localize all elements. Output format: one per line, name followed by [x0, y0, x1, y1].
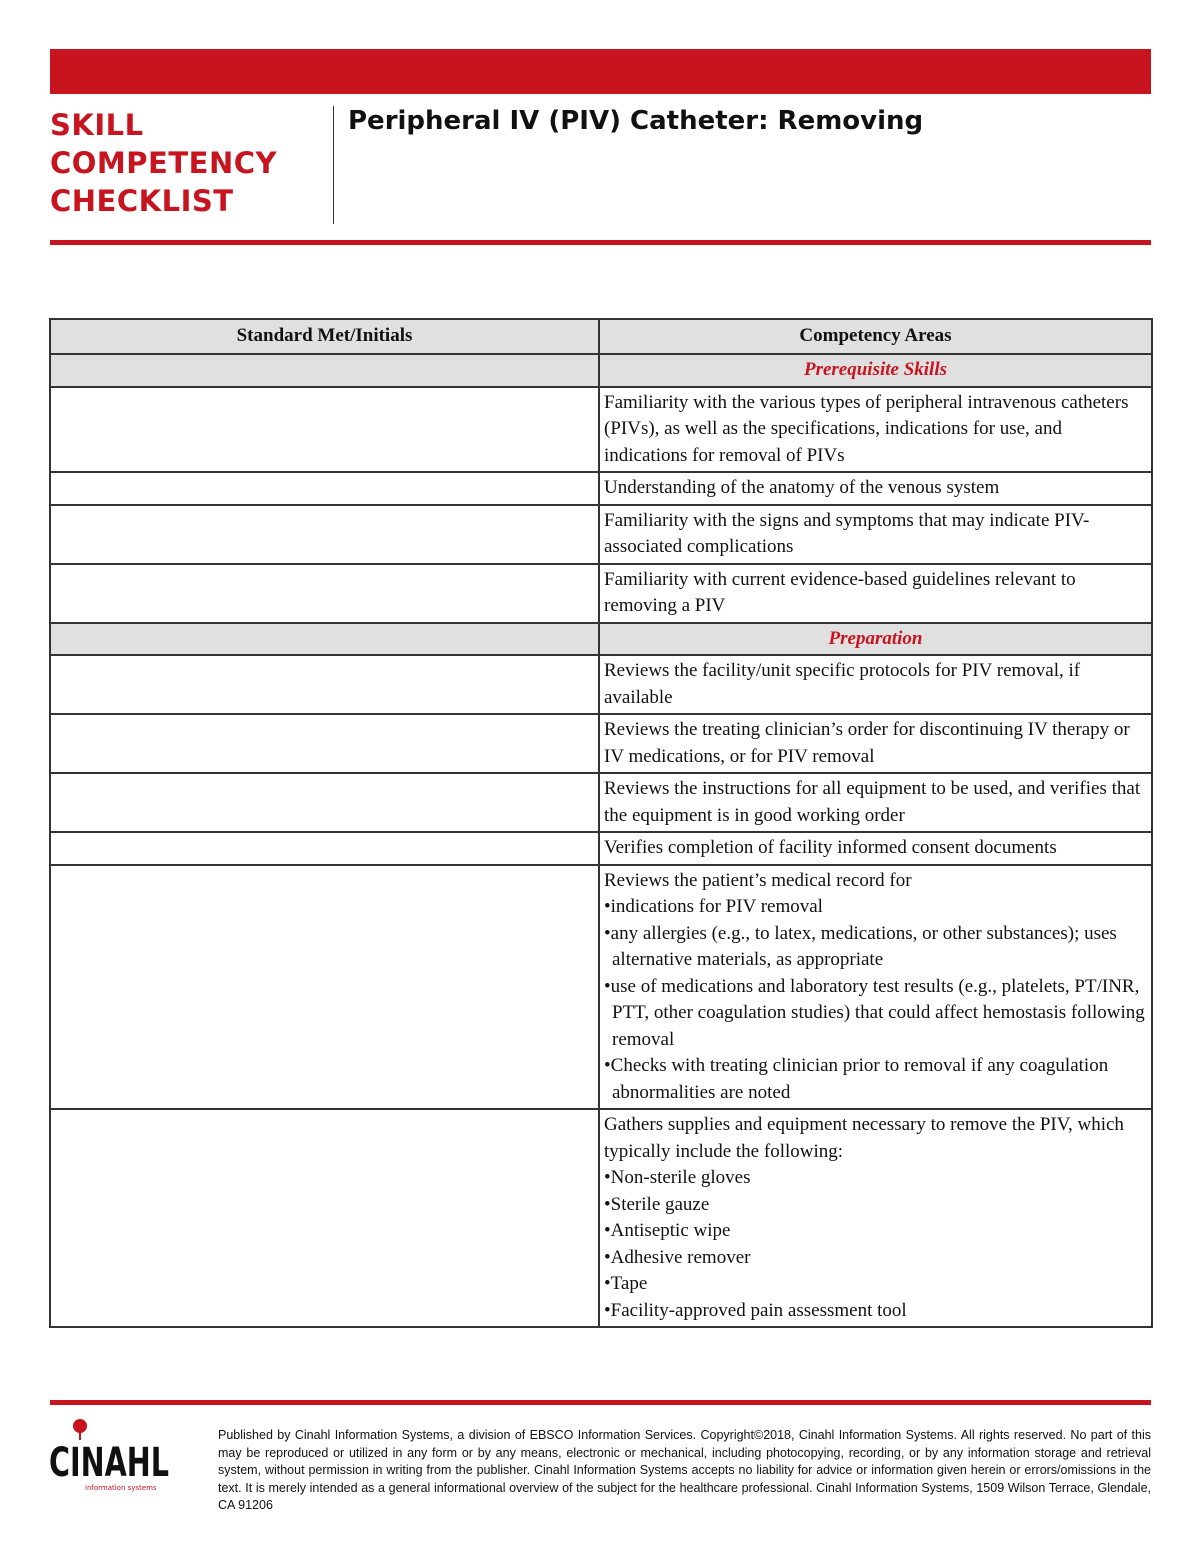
brand-heading — [50, 106, 277, 220]
table-row — [50, 714, 1152, 773]
footer-copyright: Published by Cinahl Information Systems, a division of EBSCO Information Services. Copyright©2018, Cinahl Information Systems. All rights reserved. No part of this may be reproduced or utilized in any form or by any means, electronic or mechanical, including photocopying, recording, or by any information storage and retrieval system, without permission in writing from the publisher. Cinahl Information Systems accepts no liability for advice or information given herein or errors/omissions in the text. It is merely intended as a general informational overview of the subject for the healthcare professional. Cinahl Information Systems, 1509 Wilson Terrace, Glendale, CA 91206 — [218, 1428, 1151, 1513]
header-rule — [50, 240, 1151, 245]
bullet-item: •use of medications and laboratory test results (e.g., platelets, PT/INR, PTT, other coagulation studies) that could affect hemostasis following removal — [604, 975, 1145, 1050]
table-row — [50, 472, 1152, 505]
col-header-competency-areas: Competency Areas — [599, 319, 1152, 354]
standard-met-cell[interactable] — [50, 865, 599, 1110]
competency-cell — [599, 773, 1152, 832]
competency-text: Reviews the patient’s medical record for — [604, 869, 912, 891]
bullet-item: •Tape — [604, 1273, 648, 1294]
bullet-item: •Sterile gauze — [604, 1193, 710, 1215]
logo-pin-dot — [73, 1419, 87, 1433]
competency-cell — [599, 505, 1152, 564]
standard-met-cell[interactable] — [50, 714, 599, 773]
section-row-prerequisite-skills — [50, 354, 1152, 387]
competency-cell — [599, 1109, 1152, 1327]
competency-cell — [599, 472, 1152, 505]
standard-met-cell[interactable] — [50, 387, 599, 473]
header-divider — [333, 106, 334, 224]
bullet-item: •Antiseptic wipe — [604, 1220, 731, 1241]
section-spacer — [50, 623, 599, 656]
standard-met-cell[interactable] — [50, 472, 599, 505]
page-title: Peripheral IV (PIV) Catheter: Removing — [348, 106, 924, 136]
competency-text: Reviews the facility/unit specific protocols for PIV removal, if available — [604, 660, 1081, 708]
standard-met-cell[interactable] — [50, 832, 599, 865]
competency-text: Familiarity with current evidence-based guidelines relevant to removing a PIV — [604, 568, 1076, 616]
competency-table — [49, 318, 1153, 1328]
table-row — [50, 564, 1152, 623]
standard-met-cell[interactable] — [50, 564, 599, 623]
table-row — [50, 832, 1152, 865]
cinahl-logo — [49, 1418, 177, 1498]
table-row — [50, 387, 1152, 473]
standard-met-cell[interactable] — [50, 1109, 599, 1327]
table-header-row — [50, 319, 1152, 354]
standard-met-cell[interactable] — [50, 505, 599, 564]
competency-text: Familiarity with the signs and symptoms that may indicate PIV-associated complications — [604, 509, 1090, 557]
competency-text: Understanding of the anatomy of the venous system — [604, 477, 1000, 498]
competency-cell — [599, 564, 1152, 623]
standard-met-cell[interactable] — [50, 773, 599, 832]
competency-text: Familiarity with the various types of peripheral intravenous catheters (PIVs), as well as the specifications, indications for use, and indications for removal of PIVs — [604, 391, 1129, 466]
competency-text: Gathers supplies and equipment necessary to remove the PIV, which typically include the following: — [604, 1114, 1124, 1162]
bullet-item: •any allergies (e.g., to latex, medications, or other substances); uses alternative materials, as appropriate — [604, 922, 1117, 970]
brand-line-3: CHECKLIST — [50, 184, 234, 218]
logo-tagline: information systems — [85, 1484, 157, 1492]
section-spacer — [50, 354, 599, 387]
competency-text: Reviews the instructions for all equipment to be used, and verifies that the equipment is in good working order — [604, 778, 1141, 826]
standard-met-cell[interactable] — [50, 655, 599, 714]
table-row — [50, 505, 1152, 564]
top-accent-bar — [50, 49, 1151, 94]
competency-text: Verifies completion of facility informed consent documents — [604, 837, 1057, 858]
competency-cell — [599, 714, 1152, 773]
brand-line-1: SKILL — [50, 108, 144, 142]
competency-cell — [599, 655, 1152, 714]
section-title-preparation: Preparation — [599, 623, 1152, 656]
bullet-item: •Non-sterile gloves — [604, 1167, 751, 1188]
bullet-item: •Adhesive remover — [604, 1246, 751, 1268]
competency-cell — [599, 387, 1152, 473]
col-header-standard-met: Standard Met/Initials — [50, 319, 599, 354]
table-row — [50, 1109, 1152, 1327]
competency-cell — [599, 832, 1152, 865]
bullet-item: •Facility-approved pain assessment tool — [604, 1299, 907, 1321]
logo-wordmark: CINAHL — [49, 1440, 169, 1486]
competency-cell — [599, 865, 1152, 1110]
brand-line-2: COMPETENCY — [50, 146, 278, 180]
bullet-item: •indications for PIV removal — [604, 896, 823, 917]
section-title-prerequisite-skills: Prerequisite Skills — [599, 354, 1152, 387]
footer-rule — [50, 1400, 1151, 1405]
table-row — [50, 655, 1152, 714]
competency-text: Reviews the treating clinician’s order for discontinuing IV therapy or IV medications, or for PIV removal — [604, 719, 1130, 767]
section-row-preparation — [50, 623, 1152, 656]
bullet-item: •Checks with treating clinician prior to removal if any coagulation abnormalities are noted — [604, 1055, 1109, 1103]
table-row — [50, 773, 1152, 832]
table-row — [50, 865, 1152, 1110]
